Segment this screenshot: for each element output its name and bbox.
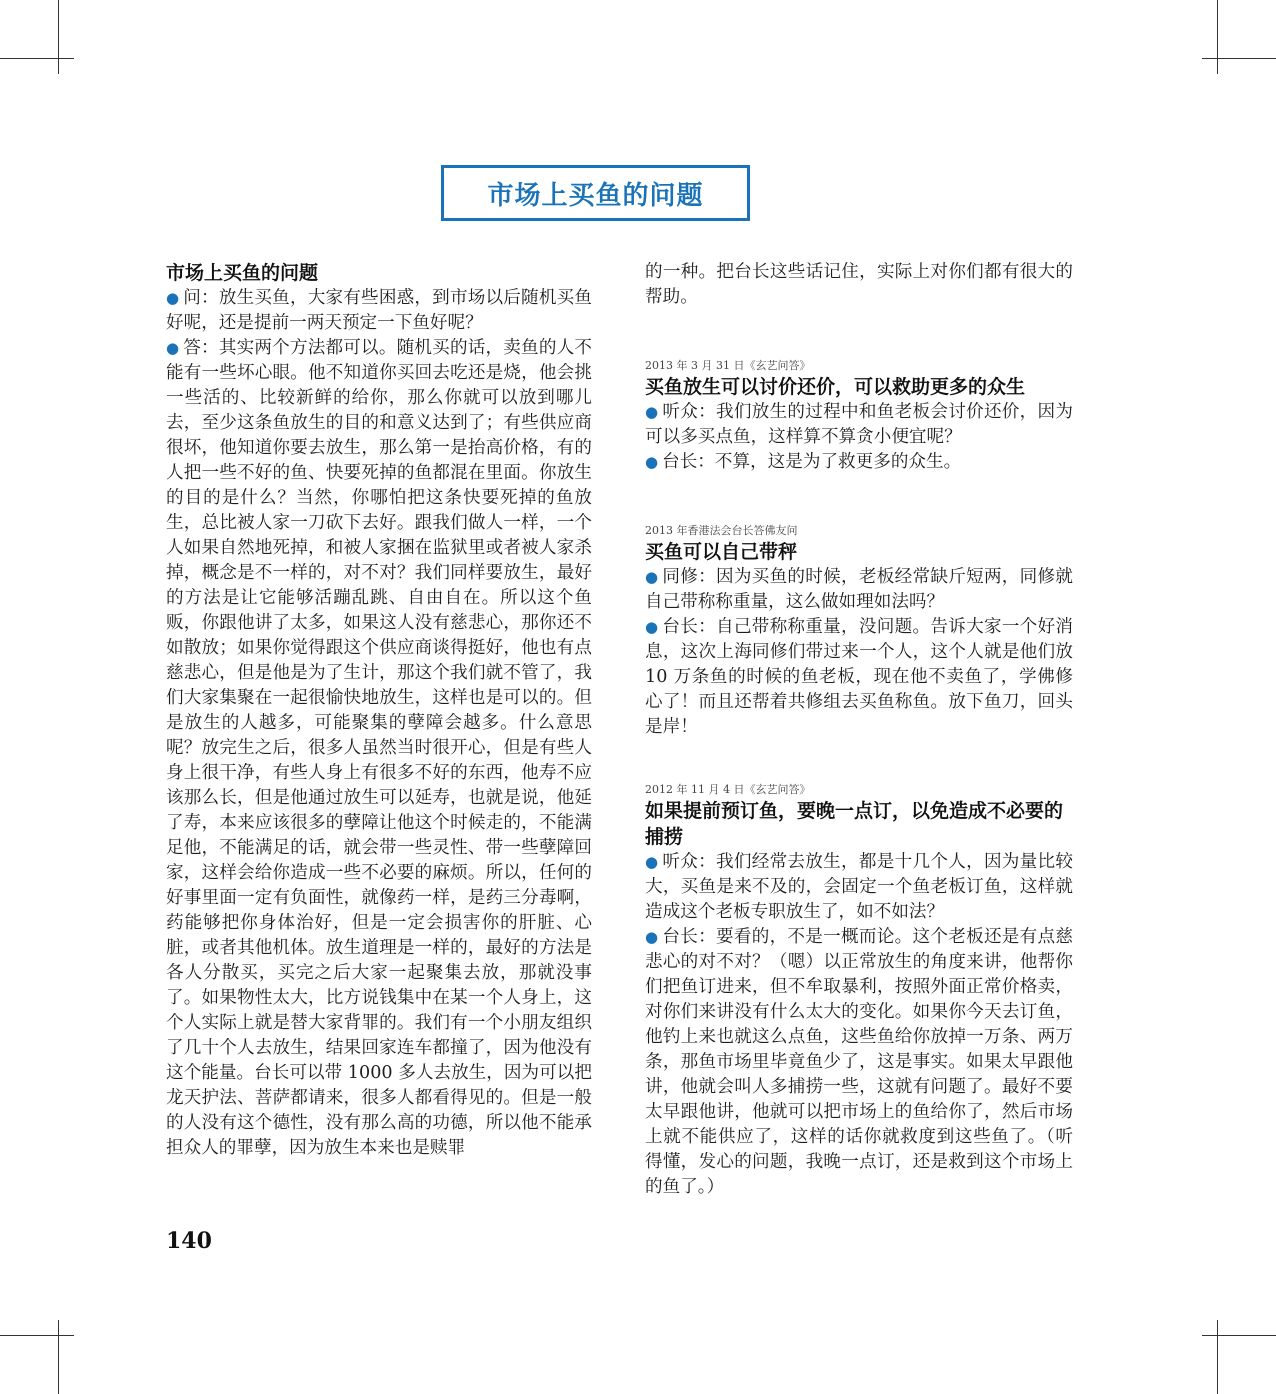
qa-item xyxy=(645,925,1073,1200)
answer-text: 答：其实两个方法都可以。随机买的话，卖鱼的人不能有一些坏心眼。他不知道你买回去吃还是烧，他会挑一些活的、比较新鲜的给你，那么你就可以放到哪儿去，至少这条鱼放生的目的和意义达到了；有些供应商很坏，他知道你要去放生，那么第一是抬高价格，有的人把一些不好的鱼、快要死掉的鱼都混在里面。你放生的目的是什么？当然，你哪怕把这条快要死掉的鱼放生，总比被人家一刀砍下去好。跟我们做人一样，一个人如果自然地死掉，和被人家捆在监狱里或者被人家杀掉，概念是不一样的，对不对？我们同样要放生，最好的方法是让它能够活蹦乱跳、自由自在。所以这个鱼贩，你跟他讲了太多，如果这人没有慈悲心，那你还不如散放；如果你觉得跟这个供应商谈得挺好，他也有点慈悲心，但是他是为了生计，那这个我们就不管了，我们大家集聚在一起很愉快地放生，这样也是可以的。但是放生的人越多，可能聚集的孽障会越多。什么意思呢？放完生之后，很多人虽然当时很开心，但是有些人身上很干净，有些人身上有很多不好的东西，他寿不应该那么长，但是他通过放生可以延寿，也就是说，他延了寿，本来应该很多的孽障让他这个时候走的，不能满足他，不能满足的话，就会带一些灵性、带一些孽障回家，这样会给你造成一些不必要的麻烦。所以，任何的好事里面一定有负面性，就像药一样，是药三分毒啊，药能够把你身体治好，但是一定会损害你的肝脏、心脏，或者其他机体。放生道理是一样的，最好的方法是各人分散买，买完之后大家一起聚集去放，那就没事了。如果物性太大，比方说钱集中在某一个人身上，这个人实际上就是替大家背罪的。我们有一个小朋友组织了几十个人去放生，结果回家连车都撞了，因为他没有这个能量。台长可以带 1000 多人去放生，因为可以把龙天护法、菩萨都请来，很多人都看得见的。但是一般的人没有这个德性，没有那么高的功德，所以他不能承担众人的罪孽，因为放生本来也是赎罪 xyxy=(166,338,592,1158)
page-title: 市场上买鱼的问题 xyxy=(487,180,704,211)
section-source: 2012 年 11 月 4 日《玄艺问答》 xyxy=(645,783,811,796)
answer-paragraph xyxy=(166,336,592,1161)
continuation-paragraph: 的一种。把台长这些话记住，实际上对你们都有很大的帮助。 xyxy=(645,262,1073,307)
section-heading: 如果提前预订鱼，要晚一点订，以免造成不必要的捕捞 xyxy=(645,800,1064,848)
right-column xyxy=(645,260,1073,1200)
bullet-icon: ● xyxy=(166,289,180,307)
qa-item xyxy=(645,615,1073,740)
bullet-icon: ● xyxy=(166,339,180,357)
page-title-box xyxy=(441,165,750,221)
crop-mark-br-vertical xyxy=(1217,1320,1218,1394)
qa-text: 听众：我们经常去放生，都是十几个人，因为量比较大，买鱼是来不及的，会固定一个鱼老板订鱼，这样就造成这个老板专职放生了，如不如法？ xyxy=(645,852,1073,922)
page-number: 140 xyxy=(166,1228,212,1254)
left-column xyxy=(166,260,592,1161)
section-heading: 市场上买鱼的问题 xyxy=(166,262,319,284)
section-source: 2013 年 3 月 31 日《玄艺问答》 xyxy=(645,359,811,372)
qa-text: 台长：自己带称称重量，没问题。告诉大家一个好消息，这次上海同修们带过来一个人，这个人就是他们放 10 万条鱼的时候的鱼老板，现在他不卖鱼了，学佛修心了！而且还帮着共修组去买鱼称鱼。放下鱼刀，回头是岸！ xyxy=(645,617,1073,737)
qa-text: 台长：不算，这是为了救更多的众生。 xyxy=(662,452,962,472)
crop-mark-tr-vertical xyxy=(1217,0,1218,74)
bullet-icon: ● xyxy=(645,928,659,946)
qa-item xyxy=(645,400,1073,450)
section-heading: 买鱼可以自己带秤 xyxy=(645,541,798,563)
qa-item xyxy=(645,565,1073,615)
question-text: 问：放生买鱼，大家有些困惑，到市场以后随机买鱼好呢，还是提前一两天预定一下鱼好呢？ xyxy=(166,288,592,333)
qa-text: 同修：因为买鱼的时候，老板经常缺斤短两，同修就自己带称称重量，这么做如理如法吗？ xyxy=(645,567,1073,612)
crop-mark-tl-horizontal xyxy=(0,58,74,59)
qa-item xyxy=(645,450,1073,475)
bullet-icon: ● xyxy=(645,403,659,421)
section-heading: 买鱼放生可以讨价还价，可以救助更多的众生 xyxy=(645,376,1026,398)
bullet-icon: ● xyxy=(645,853,659,871)
qa-item xyxy=(645,850,1073,925)
bullet-icon: ● xyxy=(645,618,659,636)
bullet-icon: ● xyxy=(645,453,659,471)
section-1 xyxy=(645,358,1073,475)
question-paragraph xyxy=(166,286,592,336)
crop-mark-tr-horizontal xyxy=(1202,58,1276,59)
qa-text: 台长：要看的，不是一概而论。这个老板还是有点慈悲心的对不对？（嗯）以正常放生的角度来讲，他帮你们把鱼订进来，但不牟取暴利，按照外面正常价格卖，对你们来讲没有什么太大的变化。如果你今天去订鱼，他钓上来也就这么点鱼，这些鱼给你放掉一万条、两万条，那鱼市场里毕竟鱼少了，这是事实。如果太早跟他讲，他就会叫人多捕捞一些，这就有问题了。最好不要太早跟他讲，他就可以把市场上的鱼给你了，然后市场上就不能供应了，这样的话你就救度到这些鱼了。（听得懂，发心的问题，我晚一点订，还是救到这个市场上的鱼了。） xyxy=(645,927,1073,1197)
section-source: 2013 年香港法会台长答佛友问 xyxy=(645,524,798,537)
crop-mark-br-horizontal xyxy=(1202,1335,1276,1336)
crop-mark-tl-vertical xyxy=(58,0,59,74)
crop-mark-bl-horizontal xyxy=(0,1335,74,1336)
section-3 xyxy=(645,782,1073,1200)
bullet-icon: ● xyxy=(645,568,659,586)
section-2 xyxy=(645,523,1073,740)
crop-mark-bl-vertical xyxy=(58,1320,59,1394)
qa-text: 听众：我们放生的过程中和鱼老板会讨价还价，因为可以多买点鱼，这样算不算贪小便宜呢？ xyxy=(645,402,1073,447)
